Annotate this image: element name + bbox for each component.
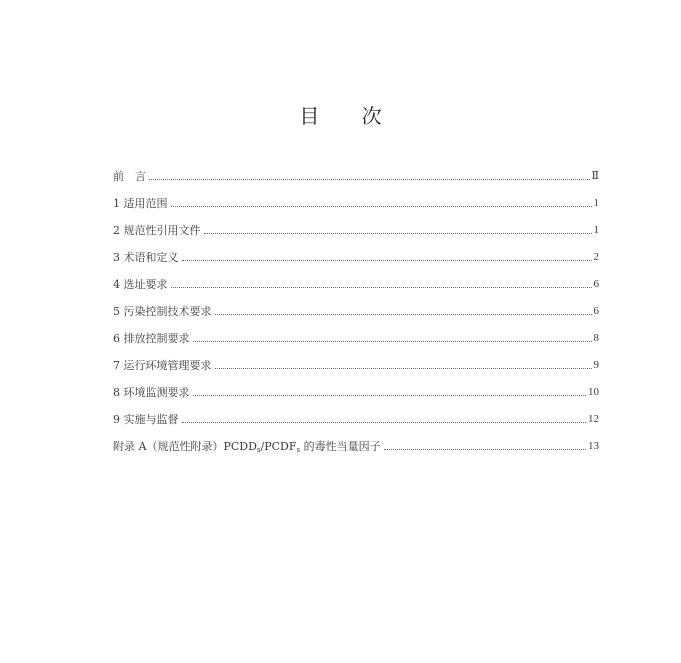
- appendix-label-subscript: s: [296, 446, 301, 454]
- appendix-label-post: 的毒性当量因子: [300, 440, 381, 453]
- toc-entry-monitoring[interactable]: [113, 372, 599, 399]
- toc-entry-page: 1: [593, 197, 599, 209]
- table-of-contents: [113, 156, 599, 453]
- toc-entry-label: 5 污染控制技术要求: [113, 305, 212, 318]
- toc-entry-label: 1 适用范围: [113, 197, 168, 210]
- toc-entry-label: 9 实施与监督: [113, 413, 179, 426]
- toc-entry-label: 8 环境监测要求: [113, 386, 190, 399]
- toc-leader-dots: [204, 233, 592, 234]
- toc-entry-label: 6 排放控制要求: [113, 332, 190, 345]
- appendix-label-pre: 附录 A（规范性附录）PCDD: [113, 440, 257, 453]
- toc-entry-page: 6: [593, 278, 599, 290]
- appendix-label-subscript: s: [256, 446, 261, 454]
- toc-leader-dots: [215, 368, 592, 369]
- toc-leader-dots: [182, 260, 592, 261]
- toc-entry-page: 12: [588, 413, 599, 425]
- toc-entry-page: 10: [588, 386, 599, 398]
- toc-entry-label: [113, 440, 382, 453]
- toc-entry-label: 7 运行环境管理要求: [113, 359, 212, 372]
- toc-entry-page: 1: [593, 224, 599, 236]
- toc-entry-label: 3 术语和定义: [113, 251, 179, 264]
- toc-entry-emission-control[interactable]: [113, 318, 599, 345]
- toc-leader-dots: [384, 449, 586, 450]
- toc-entry-terms-definitions[interactable]: [113, 237, 599, 264]
- toc-entry-implementation[interactable]: [113, 399, 599, 426]
- toc-entry-site-selection[interactable]: [113, 264, 599, 291]
- toc-entry-page: 8: [593, 332, 599, 344]
- toc-title: 目 次: [299, 104, 400, 128]
- toc-entry-pollution-control[interactable]: [113, 291, 599, 318]
- toc-entry-operation-management[interactable]: [113, 345, 599, 372]
- toc-entry-foreword[interactable]: [113, 156, 599, 183]
- toc-leader-dots: [193, 341, 592, 342]
- toc-leader-dots: [182, 422, 587, 423]
- toc-entry-page: 6: [593, 305, 599, 317]
- toc-entry-page: 9: [593, 359, 599, 371]
- appendix-label-mid: /PCDF: [260, 440, 297, 453]
- toc-entry-page: 13: [588, 440, 599, 452]
- toc-leader-dots: [215, 314, 592, 315]
- toc-leader-dots: [193, 395, 587, 396]
- toc-leader-dots: [171, 287, 592, 288]
- toc-entry-label: 前 言: [113, 170, 146, 183]
- toc-entry-normative-references[interactable]: [113, 210, 599, 237]
- toc-entry-label: 2 规范性引用文件: [113, 224, 201, 237]
- toc-entry-scope[interactable]: [113, 183, 599, 210]
- toc-entry-page: Ⅱ: [591, 170, 599, 182]
- toc-leader-dots: [171, 206, 592, 207]
- toc-leader-dots: [149, 179, 590, 180]
- toc-entry-label: 4 选址要求: [113, 278, 168, 291]
- toc-entry-page: 2: [593, 251, 599, 263]
- toc-entry-appendix-a[interactable]: [113, 426, 599, 453]
